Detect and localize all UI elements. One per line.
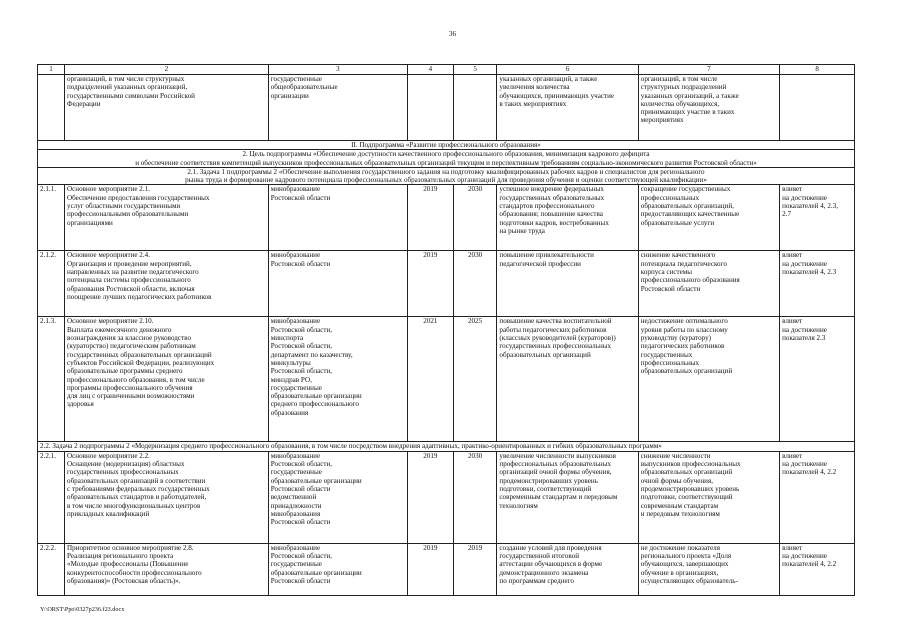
cell-executor: минобразование Ростовской области, государственные образовательные организации Ростовской области: [268, 543, 407, 595]
empty-cell: [453, 75, 497, 141]
header-cell: 6: [497, 65, 638, 75]
subprogram-title: II. Подпрограмма «Развитие профессионального образования»: [38, 141, 855, 150]
cell-name: Основное мероприятие 2.1. Обеспечение предоставления государственных услуг областными государственными профессиональными образовательными организациями: [65, 185, 269, 251]
cell-name: Основное мероприятие 2.2. Оснащение (модернизация) областных государственных профессиональных образовательных организаций в соответствии с требованиями федеральных государственных образовательных стандартов и работодателей, в том числе многофункциональных центров прикладных квалификаций: [65, 451, 269, 543]
cell-link: влияет на достижение показателей 4, 2.3, 2.7: [780, 185, 855, 251]
table-row: [38, 185, 855, 251]
section-row: [38, 167, 855, 185]
cell-result: создание условий для проведения государственной итоговой аттестации обучающихся в форме демонстрационного экзамена по программам среднего: [497, 543, 638, 595]
cell-result: увеличение численности выпускников профессиональных образовательных организаций очной формы обучения, продемонстрировавших уровень подготовки, соответствующий современным стандартам и передовым технологиям: [497, 451, 638, 543]
cell-executor: минобразование Ростовской области: [268, 251, 407, 317]
cell-name: Приоритетное основное мероприятие 2.8. Реализация регионального проекта «Молодые профессионалы (Повышение конкурентоспособности профессионального образования)» (Ростовская область)».: [65, 543, 269, 595]
cell-start: 2019: [408, 251, 454, 317]
cell-end: 2030: [453, 185, 497, 251]
cell-link: влияет на достижение показателей 4, 2.2: [780, 451, 855, 543]
cell-risk: не достижение показателя регионального проекта «Доля обучающихся, завершающих обучение в организациях, осуществляющих образователь-: [638, 543, 779, 595]
cell-result: повышение качества воспитательной работы педагогических работников (классных руководителей (кураторов)) государственных профессиональных образовательных организаций: [497, 317, 638, 442]
header-cell: 4: [408, 65, 454, 75]
header-cell: 2: [65, 65, 269, 75]
table-row: [38, 75, 855, 141]
cell-end: 2019: [453, 543, 497, 595]
cell-risk: недостижение оптимального уровня работы по классному руководству (куратору) педагогических работников государственных профессиональных образовательных организаций: [638, 317, 779, 442]
header-row: [38, 65, 855, 75]
cell-num: 2.2.2.: [38, 543, 65, 595]
cell-end: 2030: [453, 251, 497, 317]
cell-name: Основное мероприятие 2.4. Организация и проведение мероприятий, направленных на развитие педагогического потенциала системы профессионального образования Ростовской области, включая поощрение лучших педагогических работников: [65, 251, 269, 317]
cell-executor: минобразование Ростовской области: [268, 185, 407, 251]
subprogram-goal: 2. Цель подпрограммы «Обеспечение доступности качественного профессионального образования, минимизация кадрового дефицита и обеспечение соответствия компетенций выпускников профессиональных образовательных организаций текущим и перспективным требованиям социально-экономического развития Ростовской области»: [38, 150, 855, 168]
header-cell: 8: [780, 65, 855, 75]
cell-risk: снижение численности выпускников профессиональных образовательных организаций очной формы обучения, продемонстрировавших уровень подготовки, соответствующий современным стандартам и передовым технологиям: [638, 451, 779, 543]
section-row: [38, 141, 855, 150]
cell-link: влияет на достижение показателя 2.3: [780, 317, 855, 442]
cell-result: повышение привлекательности педагогической профессии: [497, 251, 638, 317]
cell-num: 2.2.1.: [38, 451, 65, 543]
cell-num: 2.1.1.: [38, 185, 65, 251]
header-cell: 1: [38, 65, 65, 75]
cell-result: успешное внедрение федеральных государственных образовательных стандартов профессионального образования; повышение качества подготовки кадров, востребованных на рынке труда: [497, 185, 638, 251]
measures-table: [37, 64, 855, 596]
cell-result: указанных организаций, а также увеличения количества обучающихся, принимающих участие в таких мероприятиях: [497, 75, 638, 141]
cell-risk: сокращение государственных профессиональных образовательных организаций, предоставляющих качественные образовательные услуги: [638, 185, 779, 251]
section-row: [38, 150, 855, 168]
cell-executor: государственные общеобразовательные организации: [268, 75, 407, 141]
cell-start: 2019: [408, 451, 454, 543]
empty-cell: [780, 75, 855, 141]
cell-risk: снижение качественного потенциала педагогического корпуса системы профессионального образования Ростовской области: [638, 251, 779, 317]
cell-link: влияет на достижение показателей 4, 2.3: [780, 251, 855, 317]
cell-num: 2.1.2.: [38, 251, 65, 317]
cell-start: 2019: [408, 185, 454, 251]
header-cell: 5: [453, 65, 497, 75]
header-cell: 7: [638, 65, 779, 75]
section-row: [38, 442, 855, 451]
cell-start: 2021: [408, 317, 454, 442]
page-number: 36: [449, 30, 456, 38]
table-row: [38, 451, 855, 543]
task-1: 2.1. Задача 1 подпрограммы 2 «Обеспечение выполнения государственного задания на подготовку квалифицированных рабочих кадров и специалистов для регионального рынка труда и формирование кадрового потенциала профессиональных образовательных организаций для проведения обучения и оценки соответствующей квалификации»: [38, 167, 855, 185]
empty-cell: [408, 75, 454, 141]
cell-risk: организаций, в том числе структурных подразделений указанных организаций, а также количества обучающихся, принимающих участие в таких мероприятиях: [638, 75, 779, 141]
empty-cell: [38, 75, 65, 141]
cell-name: Основное мероприятие 2.10. Выплата ежемесячного денежного вознаграждения за классное руководство (кураторство) педагогическим работникам государственных образовательных организаций субъектов Российской Федерации, реализующих образовательные программы среднего профессионального образования, в том числе программы профессионального обучения для лиц с ограниченными возможностями здоровья: [65, 317, 269, 442]
cell-end: 2030: [453, 451, 497, 543]
table-row: [38, 317, 855, 442]
cell-name: организаций, в том числе структурных подразделений указанных организаций, государственными символами Российской Федерации: [65, 75, 269, 141]
cell-end: 2025: [453, 317, 497, 442]
cell-executor: минобразование Ростовской области, государственные образовательные организации Ростовской области ведомственной принадлежности минобразования Ростовской области: [268, 451, 407, 543]
table-row: [38, 251, 855, 317]
cell-start: 2019: [408, 543, 454, 595]
cell-num: 2.1.3.: [38, 317, 65, 442]
cell-executor: минобразование Ростовской области, минспорта Ростовской области, департамент по казачеству, минкультуры Ростовской области, минздрав РО, государственные образовательные организации среднего профессионального образования: [268, 317, 407, 442]
cell-link: влияет на достижение показателей 4, 2.2: [780, 543, 855, 595]
header-cell: 3: [268, 65, 407, 75]
table-row: [38, 543, 855, 595]
task-2: 2.2. Задача 2 подпрограммы 2 «Модернизация среднего профессионального образования, в том числе посредством внедрения адаптивных, практико-ориентированных и гибких образовательных программ»: [38, 442, 855, 451]
file-path-footer: Y:\ORST\Ppo\0327p236.f23.docx: [40, 606, 125, 613]
